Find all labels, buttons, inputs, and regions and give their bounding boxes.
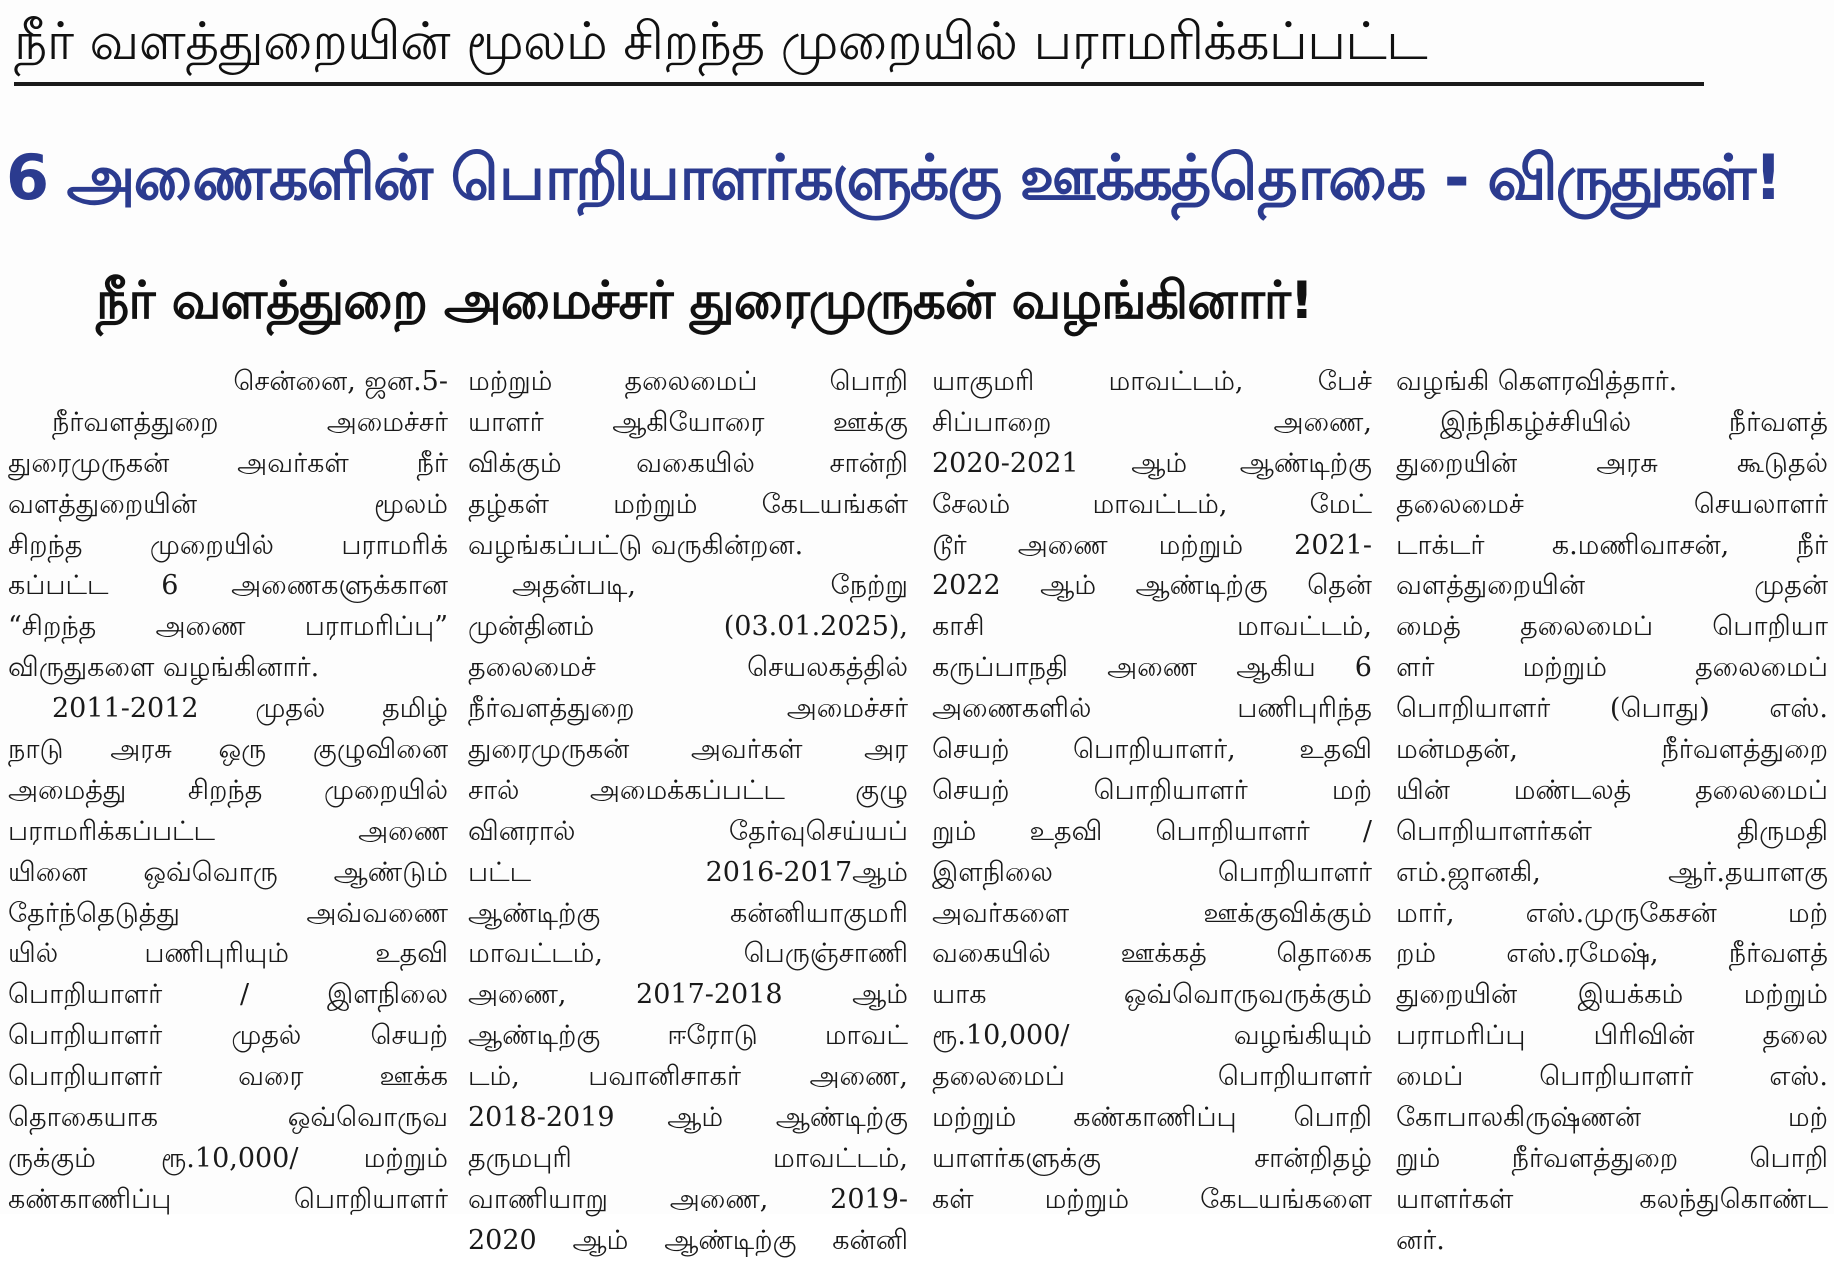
article-line: துறையின் அரசு கூடுதல்: [1396, 447, 1828, 479]
main-headline: 6 அணைகளின் பொறியாளர்களுக்கு ஊக்கத்தொகை - விருதுகள்!: [6, 142, 1781, 214]
article-line: யின் மண்டலத் தலைமைப்: [1396, 774, 1828, 806]
article-line: தருமபுரி மாவட்டம்,: [468, 1142, 908, 1174]
article-line: பராமரிக்கப்பட்ட அணை: [8, 815, 448, 847]
article-line: கப்பட்ட 6 அணைகளுக்கான: [8, 570, 448, 602]
kicker-underline: [14, 82, 1704, 86]
article-line: டம், பவானிசாகர் அணை,: [468, 1061, 908, 1093]
article-line: றம் எஸ்.ரமேஷ், நீர்வளத்: [1396, 938, 1828, 970]
article-line: மாவட்டம், பெருஞ்சாணி: [468, 938, 908, 970]
article-line: வகையில் ஊக்கத் தொகை: [932, 938, 1372, 970]
article-line: வினரால் தேர்வுசெய்யப்: [468, 815, 908, 847]
article-line: விக்கும் வகையில் சான்றி: [468, 447, 908, 479]
article-line: யாக ஒவ்வொருவருக்கும்: [932, 979, 1372, 1011]
article-line: தலைமைச் செயலாளர்: [1396, 488, 1828, 520]
article-line: டாக்டர் க.மணிவாசன், நீர்: [1396, 529, 1828, 561]
article-line: கள் மற்றும் கேடயங்களை: [932, 1183, 1372, 1215]
article-line: வழங்கி கௌரவித்தார்.: [1396, 366, 1678, 397]
article-body: [0, 362, 1834, 1256]
article-line: டூர் அணை மற்றும் 2021-: [932, 529, 1372, 561]
article-column-1: [8, 362, 448, 1214]
article-line: பொறியாளர்கள் திருமதி: [1396, 815, 1828, 847]
article-line: 2020-2021 ஆம் ஆண்டிற்கு: [932, 447, 1372, 479]
article-line: தலைமைச் செயலகத்தில்: [468, 652, 908, 684]
article-line: யாளர் ஆகியோரை ஊக்கு: [468, 406, 908, 438]
article-line: யாளர்களுக்கு சான்றிதழ்: [932, 1142, 1372, 1174]
article-line: நாடு அரசு ஒரு குழுவினை: [8, 734, 448, 766]
article-line: மைத் தலைமைப் பொறியா: [1396, 611, 1828, 643]
article-line: ளர் மற்றும் தலைமைப்: [1396, 652, 1828, 684]
article-line: பொறியாளர் வரை ஊக்க: [8, 1061, 448, 1093]
sub-headline: நீர் வளத்துறை அமைச்சர் துரைமுருகன் வழங்கினார்!: [96, 271, 1313, 331]
article-line: அதன்படி, நேற்று: [512, 570, 908, 602]
article-line: றும் நீர்வளத்துறை பொறி: [1396, 1142, 1828, 1174]
article-line: அணை, 2017-2018 ஆம்: [468, 979, 908, 1011]
article-line: தொகையாக ஒவ்வொருவ: [8, 1102, 448, 1134]
article-line: சால் அமைக்கப்பட்ட குழு: [468, 774, 908, 806]
article-line: பொறியாளர் / இளநிலை: [8, 979, 448, 1011]
article-line: துரைமுருகன் அவர்கள் நீர்: [8, 447, 448, 479]
article-line: 2022 ஆம் ஆண்டிற்கு தென்: [932, 570, 1372, 602]
article-line: யினை ஒவ்வொரு ஆண்டும்: [8, 856, 448, 888]
article-line: னர்.: [1396, 1224, 1445, 1256]
article-line: பொறியாளர் முதல் செயற்: [8, 1020, 448, 1052]
article-line: வளத்துறையின் மூலம்: [8, 488, 448, 520]
article-line: பொறியாளர் (பொது) எஸ்.: [1396, 693, 1828, 725]
kicker-headline: நீர் வளத்துறையின் மூலம் சிறந்த முறையில் பராமரிக்கப்பட்ட: [14, 12, 1428, 72]
article-line: சேலம் மாவட்டம், மேட்: [932, 488, 1372, 520]
article-line: விருதுகளை வழங்கினார்.: [8, 652, 320, 684]
article-column-4: [1396, 362, 1828, 1256]
article-line: வழங்கப்பட்டு வருகின்றன.: [468, 529, 804, 561]
article-line: “சிறந்த அணை பராமரிப்பு”: [8, 611, 448, 643]
article-line: தலைமைப் பொறியாளர்: [932, 1061, 1372, 1093]
article-line: ஆண்டிற்கு கன்னியாகுமரி: [468, 897, 908, 929]
article-line: செயற் பொறியாளர், உதவி: [932, 734, 1372, 766]
article-line: வளத்துறையின் முதன்: [1396, 570, 1828, 602]
article-line: 2011-2012 முதல் தமிழ்: [52, 693, 448, 725]
article-line: இந்நிகழ்ச்சியில் நீர்வளத்: [1440, 406, 1828, 438]
article-column-3: [932, 362, 1372, 1214]
article-line: மற்றும் தலைமைப் பொறி: [468, 366, 908, 397]
article-line: ரூ.10,000/ வழங்கியும்: [932, 1020, 1372, 1052]
article-line: வாணியாறு அணை, 2019-: [468, 1183, 908, 1215]
article-line: எம்.ஜானகி, ஆர்.தயாளகு: [1396, 856, 1828, 888]
article-line: முன்தினம் (03.01.2025),: [468, 611, 908, 643]
article-line: இளநிலை பொறியாளர்: [932, 856, 1372, 888]
article-column-2: [468, 362, 908, 1256]
article-line: யாகுமரி மாவட்டம், பேச்: [932, 366, 1372, 397]
article-line: பட்ட 2016-2017ஆம்: [468, 856, 908, 888]
article-line: தழ்கள் மற்றும் கேடயங்கள்: [468, 488, 908, 520]
article-line: 2018-2019 ஆம் ஆண்டிற்கு: [468, 1102, 908, 1134]
article-line: அணைகளில் பணிபுரிந்த: [932, 693, 1372, 725]
article-line: கருப்பாநதி அணை ஆகிய 6: [932, 652, 1372, 684]
article-line: காசி மாவட்டம்,: [932, 611, 1372, 643]
article-line: கோபாலகிருஷ்ணன் மற்: [1396, 1102, 1828, 1134]
article-line: 2020 ஆம் ஆண்டிற்கு கன்னி: [468, 1224, 908, 1256]
article-line: கண்காணிப்பு பொறியாளர்: [8, 1183, 448, 1215]
article-line: சிப்பாறை அணை,: [932, 406, 1372, 438]
article-line: யில் பணிபுரியும் உதவி: [8, 938, 448, 970]
article-line: செயற் பொறியாளர் மற்: [932, 774, 1372, 806]
article-line: சிறந்த முறையில் பராமரிக்: [8, 529, 448, 561]
article-line: அவர்களை ஊக்குவிக்கும்: [932, 897, 1372, 929]
article-line: மற்றும் கண்காணிப்பு பொறி: [932, 1102, 1372, 1134]
article-line: துரைமுருகன் அவர்கள் அர: [468, 734, 908, 766]
article-line: ருக்கும் ரூ.10,000/ மற்றும்: [8, 1142, 448, 1174]
article-line: தேர்ந்தெடுத்து அவ்வணை: [8, 897, 448, 929]
article-line: யாளர்கள் கலந்துகொண்ட: [1396, 1183, 1828, 1215]
article-line: மன்மதன், நீர்வளத்துறை: [1396, 734, 1828, 766]
article-line: மைப் பொறியாளர் எஸ்.: [1396, 1061, 1828, 1093]
article-line: சென்னை, ஜன.5-: [233, 366, 448, 397]
article-line: நீர்வளத்துறை அமைச்சர்: [52, 406, 448, 438]
article-line: துறையின் இயக்கம் மற்றும்: [1396, 979, 1828, 1011]
article-line: மார், எஸ்.முருகேசன் மற்: [1396, 897, 1828, 929]
article-line: அமைத்து சிறந்த முறையில்: [8, 774, 448, 806]
article-line: றும் உதவி பொறியாளர் /: [932, 815, 1372, 847]
article-line: ஆண்டிற்கு ஈரோடு மாவட்: [468, 1020, 908, 1052]
article-line: நீர்வளத்துறை அமைச்சர்: [468, 693, 908, 725]
article-line: பராமரிப்பு பிரிவின் தலை: [1396, 1020, 1828, 1052]
